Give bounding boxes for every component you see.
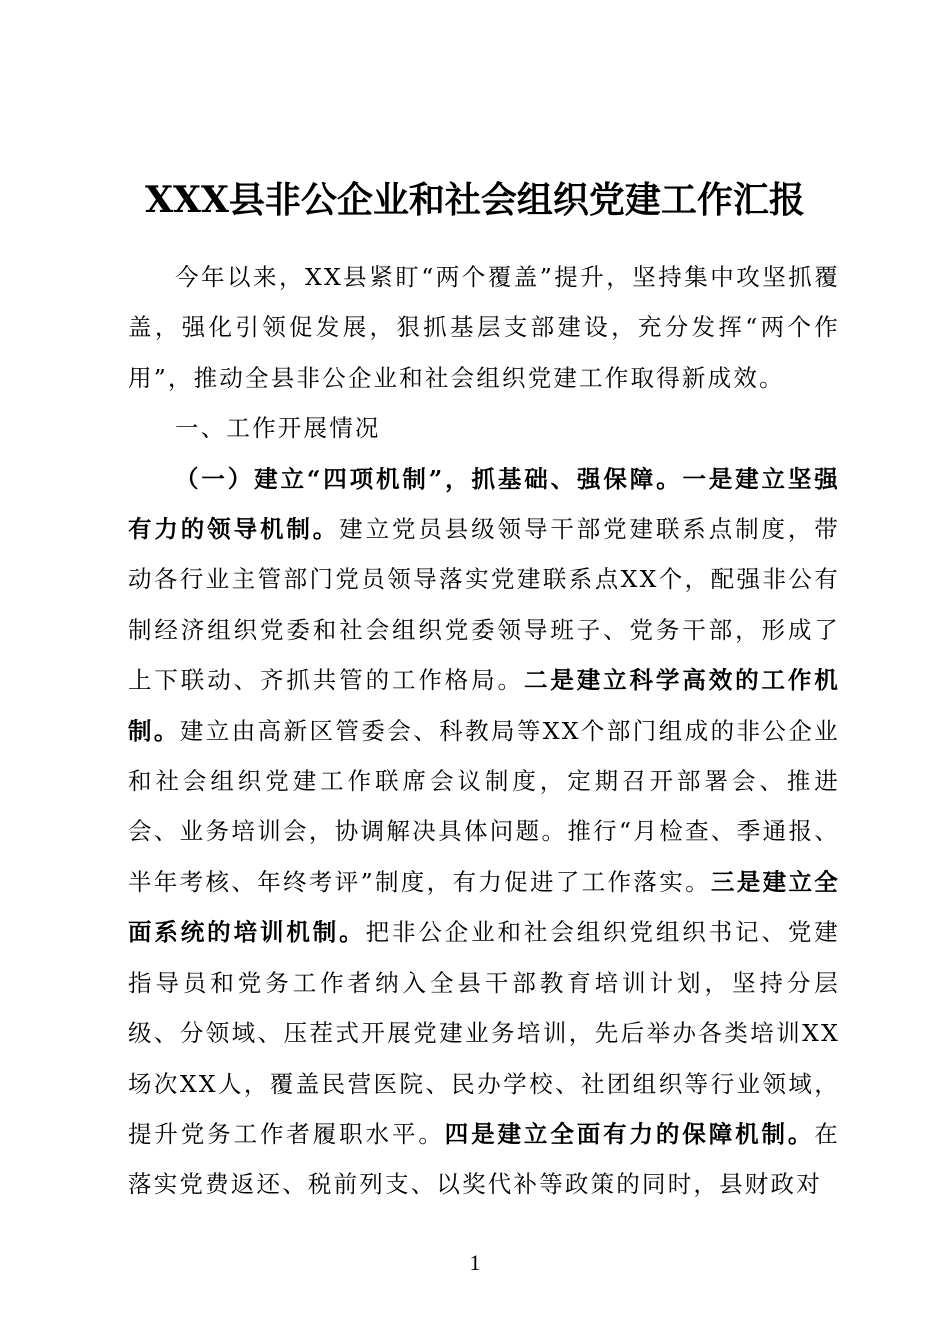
document-title: XXX县非公企业和社会组织党建工作汇报 (145, 179, 805, 221)
intro-paragraph: 今年以来，XX县紧盯“两个覆盖”提升，坚持集中攻坚抓覆盖，强化引领促发展，狠抓基层支部建设，充分发挥“两个作用”，推动全县非公企业和社会组织党建工作取得新成效。 (128, 263, 840, 392)
item-title: 四是建立全面有力的保障机制。 (444, 1119, 815, 1148)
subsection-heading: （一）建立“四项机制”，抓基础、强保障。 (175, 464, 683, 493)
item-title: 一是建立坚强有力的领导机制。 (128, 464, 840, 544)
document-body (128, 252, 840, 1210)
subsection-paragraph (128, 454, 840, 1210)
page-number: 1 (469, 1250, 481, 1275)
item-text: 把非公企业和社会组织党组织书记、党建指导员和党务工作者纳入全县干部教育培训计划，坚持分层级、分领域、压茬式开展党建业务培训，先后举办各类培训XX场次XX人，覆盖民营医院、民办学校、社团组织等行业领域，提升党务工作者履职水平。 (128, 918, 840, 1148)
item-title: 三是建立全面系统的培训机制。 (128, 867, 840, 947)
item-title: 二是建立科学高效的工作机制。 (128, 666, 841, 745)
section-heading: 一、工作开展情况 (175, 414, 381, 443)
item-text: 在落实党费返还、税前列支、以奖代补等政策的同时，县财政对 (128, 1119, 840, 1199)
item-text: 建立由高新区管委会、科教局等XX个部门组成的非公企业和社会组织党建工作联席会议制度，定期召开部署会、推进会、业务培训会，协调解决具体问题。推行“月检查、季通报、半年考核、年终考评”制度，有力促进了工作落实。 (128, 716, 840, 896)
item-text: 建立党员县级领导干部党建联系点制度，带动各行业主管部门党员领导落实党建联系点XX个，配强非公有制经济组织党委和社会组织党委领导班子、党务干部，形成了上下联动、齐抓共管的工作格局。 (128, 515, 840, 695)
